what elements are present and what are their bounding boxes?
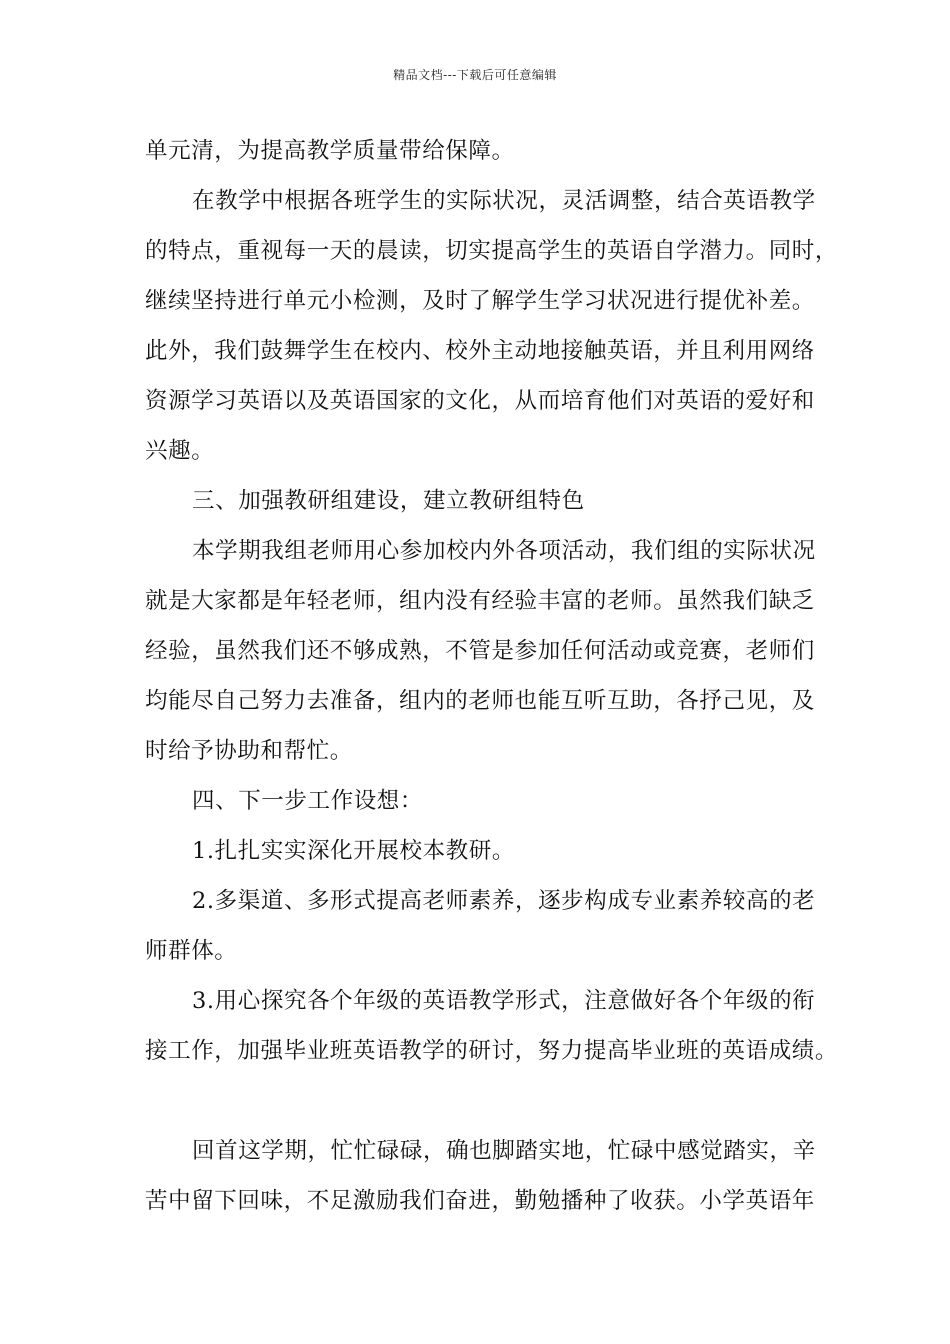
text-line: 资源学习英语以及英语国家的文化，从而培育他们对英语的爱好和 xyxy=(145,388,815,414)
page-header: 精品文档---下载后可任意编辑 xyxy=(393,68,557,82)
text-line: 此外，我们鼓舞学生在校内、校外主动地接触英语，并且利用网络 xyxy=(145,338,815,364)
paragraph-first-line: 回首这学期，忙忙碌碌，确也脚踏实地，忙碌中感觉踏实，辛 xyxy=(192,1138,816,1164)
text-line: 兴趣。 xyxy=(145,438,215,464)
list-item: 1.扎扎实实深化开展校本教研。 xyxy=(192,838,515,864)
list-item: 2.多渠道、多形式提高老师素养，逐步构成专业素养较高的老 xyxy=(192,888,816,914)
text-line: 师群体。 xyxy=(145,938,238,964)
paragraph-first-line: 本学期我组老师用心参加校内外各项活动，我们组的实际状况 xyxy=(192,538,816,564)
text-line: 接工作，加强毕业班英语教学的研讨，努力提高毕业班的英语成绩。 xyxy=(145,1038,839,1064)
section-heading: 三、加强教研组建设，建立教研组特色 xyxy=(192,488,585,514)
list-item: 3.用心探究各个年级的英语教学形式，注意做好各个年级的衔 xyxy=(192,988,816,1014)
text-line: 的特点，重视每一天的晨读，切实提高学生的英语自学潜力。同时， xyxy=(145,238,839,264)
text-line: 就是大家都是年轻老师，组内没有经验丰富的老师。虽然我们缺乏 xyxy=(145,588,815,614)
text-line: 经验，虽然我们还不够成熟，不管是参加任何活动或竞赛，老师们 xyxy=(145,638,815,664)
paragraph-first-line: 在教学中根据各班学生的实际状况，灵活调整，结合英语教学 xyxy=(192,188,816,214)
text-line: 时给予协助和帮忙。 xyxy=(145,738,353,764)
section-heading: 四、下一步工作设想： xyxy=(192,788,424,814)
text-line: 均能尽自己努力去准备，组内的老师也能互听互助，各抒己见，及 xyxy=(145,688,815,714)
text-line: 继续坚持进行单元小检测，及时了解学生学习状况进行提优补差。 xyxy=(145,288,815,314)
text-line: 单元清，为提高教学质量带给保障。 xyxy=(145,138,515,164)
text-line: 苦中留下回味，不足激励我们奋进，勤勉播种了收获。小学英语年 xyxy=(145,1188,815,1214)
